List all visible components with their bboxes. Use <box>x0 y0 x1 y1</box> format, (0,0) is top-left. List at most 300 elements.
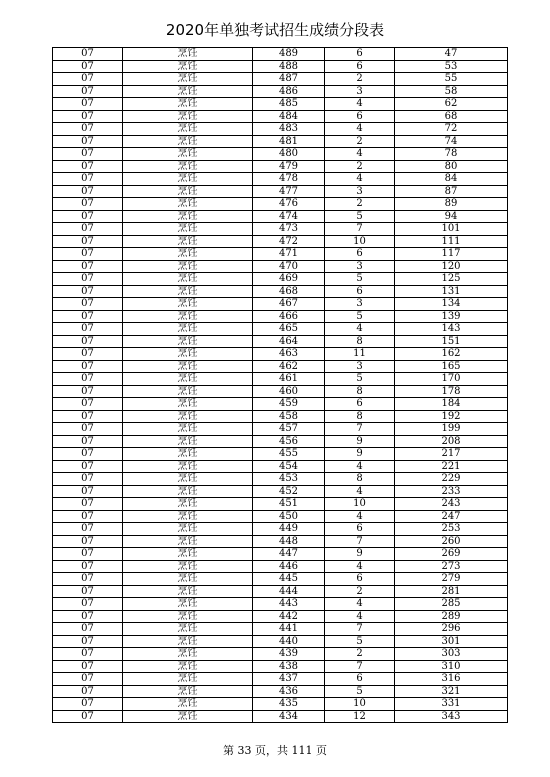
major-name-cell: 烹饪 <box>123 248 253 261</box>
category-code-cell: 07 <box>53 160 123 173</box>
table-row <box>53 585 508 598</box>
category-code-cell: 07 <box>53 635 123 648</box>
score-cell: 484 <box>253 110 325 123</box>
table-row <box>53 660 508 673</box>
cumulative-count-cell: 162 <box>395 348 508 361</box>
major-name-cell: 烹饪 <box>123 98 253 111</box>
cumulative-count-cell: 253 <box>395 523 508 536</box>
count-cell: 3 <box>325 85 395 98</box>
score-cell: 464 <box>253 335 325 348</box>
score-table <box>52 47 508 723</box>
score-cell: 435 <box>253 698 325 711</box>
count-cell: 3 <box>325 260 395 273</box>
category-code-cell: 07 <box>53 173 123 186</box>
category-code-cell: 07 <box>53 48 123 61</box>
cumulative-count-cell: 134 <box>395 298 508 311</box>
cumulative-count-cell: 331 <box>395 698 508 711</box>
table-row <box>53 485 508 498</box>
score-cell: 456 <box>253 435 325 448</box>
major-name-cell: 烹饪 <box>123 85 253 98</box>
score-cell: 461 <box>253 373 325 386</box>
cumulative-count-cell: 89 <box>395 198 508 211</box>
count-cell: 8 <box>325 473 395 486</box>
major-name-cell: 烹饪 <box>123 273 253 286</box>
score-cell: 480 <box>253 148 325 161</box>
major-name-cell: 烹饪 <box>123 348 253 361</box>
table-row <box>53 623 508 636</box>
major-name-cell: 烹饪 <box>123 235 253 248</box>
category-code-cell: 07 <box>53 660 123 673</box>
count-cell: 5 <box>325 310 395 323</box>
major-name-cell: 烹饪 <box>123 373 253 386</box>
major-name-cell: 烹饪 <box>123 198 253 211</box>
table-row <box>53 210 508 223</box>
cumulative-count-cell: 233 <box>395 485 508 498</box>
category-code-cell: 07 <box>53 673 123 686</box>
cumulative-count-cell: 221 <box>395 460 508 473</box>
count-cell: 3 <box>325 298 395 311</box>
table-row <box>53 110 508 123</box>
category-code-cell: 07 <box>53 385 123 398</box>
cumulative-count-cell: 111 <box>395 235 508 248</box>
major-name-cell: 烹饪 <box>123 535 253 548</box>
category-code-cell: 07 <box>53 135 123 148</box>
major-name-cell: 烹饪 <box>123 573 253 586</box>
score-cell: 473 <box>253 223 325 236</box>
cumulative-count-cell: 269 <box>395 548 508 561</box>
major-name-cell: 烹饪 <box>123 410 253 423</box>
cumulative-count-cell: 260 <box>395 535 508 548</box>
score-cell: 478 <box>253 173 325 186</box>
category-code-cell: 07 <box>53 310 123 323</box>
cumulative-count-cell: 143 <box>395 323 508 336</box>
category-code-cell: 07 <box>53 548 123 561</box>
count-cell: 4 <box>325 98 395 111</box>
category-code-cell: 07 <box>53 348 123 361</box>
count-cell: 4 <box>325 123 395 136</box>
major-name-cell: 烹饪 <box>123 385 253 398</box>
cumulative-count-cell: 117 <box>395 248 508 261</box>
score-cell: 472 <box>253 235 325 248</box>
cumulative-count-cell: 78 <box>395 148 508 161</box>
count-cell: 4 <box>325 510 395 523</box>
table-row <box>53 498 508 511</box>
score-cell: 486 <box>253 85 325 98</box>
count-cell: 4 <box>325 598 395 611</box>
cumulative-count-cell: 80 <box>395 160 508 173</box>
category-code-cell: 07 <box>53 260 123 273</box>
count-cell: 7 <box>325 423 395 436</box>
major-name-cell: 烹饪 <box>123 673 253 686</box>
table-row <box>53 648 508 661</box>
category-code-cell: 07 <box>53 98 123 111</box>
major-name-cell: 烹饪 <box>123 598 253 611</box>
cumulative-count-cell: 285 <box>395 598 508 611</box>
score-cell: 476 <box>253 198 325 211</box>
category-code-cell: 07 <box>53 110 123 123</box>
table-row <box>53 248 508 261</box>
count-cell: 3 <box>325 185 395 198</box>
major-name-cell: 烹饪 <box>123 423 253 436</box>
category-code-cell: 07 <box>53 210 123 223</box>
score-cell: 457 <box>253 423 325 436</box>
major-name-cell: 烹饪 <box>123 173 253 186</box>
table-row <box>53 548 508 561</box>
count-cell: 6 <box>325 285 395 298</box>
count-cell: 2 <box>325 135 395 148</box>
cumulative-count-cell: 170 <box>395 373 508 386</box>
count-cell: 10 <box>325 698 395 711</box>
score-cell: 489 <box>253 48 325 61</box>
table-row <box>53 285 508 298</box>
score-cell: 441 <box>253 623 325 636</box>
count-cell: 9 <box>325 548 395 561</box>
category-code-cell: 07 <box>53 223 123 236</box>
score-cell: 449 <box>253 523 325 536</box>
table-row <box>53 710 508 723</box>
category-code-cell: 07 <box>53 435 123 448</box>
count-cell: 5 <box>325 685 395 698</box>
major-name-cell: 烹饪 <box>123 223 253 236</box>
score-cell: 462 <box>253 360 325 373</box>
count-cell: 8 <box>325 385 395 398</box>
major-name-cell: 烹饪 <box>123 560 253 573</box>
cumulative-count-cell: 72 <box>395 123 508 136</box>
score-cell: 487 <box>253 73 325 86</box>
cumulative-count-cell: 296 <box>395 623 508 636</box>
major-name-cell: 烹饪 <box>123 398 253 411</box>
table-row <box>53 185 508 198</box>
category-code-cell: 07 <box>53 410 123 423</box>
major-name-cell: 烹饪 <box>123 510 253 523</box>
count-cell: 5 <box>325 635 395 648</box>
major-name-cell: 烹饪 <box>123 60 253 73</box>
category-code-cell: 07 <box>53 485 123 498</box>
count-cell: 10 <box>325 235 395 248</box>
category-code-cell: 07 <box>53 685 123 698</box>
category-code-cell: 07 <box>53 335 123 348</box>
category-code-cell: 07 <box>53 123 123 136</box>
major-name-cell: 烹饪 <box>123 298 253 311</box>
cumulative-count-cell: 273 <box>395 560 508 573</box>
cumulative-count-cell: 229 <box>395 473 508 486</box>
table-row <box>53 423 508 436</box>
category-code-cell: 07 <box>53 323 123 336</box>
table-row <box>53 223 508 236</box>
score-cell: 436 <box>253 685 325 698</box>
score-cell: 465 <box>253 323 325 336</box>
category-code-cell: 07 <box>53 360 123 373</box>
cumulative-count-cell: 289 <box>395 610 508 623</box>
table-row <box>53 523 508 536</box>
table-row <box>53 148 508 161</box>
major-name-cell: 烹饪 <box>123 610 253 623</box>
count-cell: 4 <box>325 485 395 498</box>
major-name-cell: 烹饪 <box>123 335 253 348</box>
category-code-cell: 07 <box>53 248 123 261</box>
count-cell: 4 <box>325 560 395 573</box>
table-row <box>53 573 508 586</box>
count-cell: 10 <box>325 498 395 511</box>
cumulative-count-cell: 131 <box>395 285 508 298</box>
score-cell: 469 <box>253 273 325 286</box>
category-code-cell: 07 <box>53 623 123 636</box>
cumulative-count-cell: 87 <box>395 185 508 198</box>
category-code-cell: 07 <box>53 573 123 586</box>
major-name-cell: 烹饪 <box>123 160 253 173</box>
cumulative-count-cell: 321 <box>395 685 508 698</box>
major-name-cell: 烹饪 <box>123 685 253 698</box>
cumulative-count-cell: 151 <box>395 335 508 348</box>
table-row <box>53 460 508 473</box>
cumulative-count-cell: 303 <box>395 648 508 661</box>
category-code-cell: 07 <box>53 373 123 386</box>
table-row <box>53 173 508 186</box>
major-name-cell: 烹饪 <box>123 360 253 373</box>
category-code-cell: 07 <box>53 85 123 98</box>
category-code-cell: 07 <box>53 535 123 548</box>
major-name-cell: 烹饪 <box>123 148 253 161</box>
cumulative-count-cell: 217 <box>395 448 508 461</box>
cumulative-count-cell: 301 <box>395 635 508 648</box>
category-code-cell: 07 <box>53 598 123 611</box>
score-cell: 455 <box>253 448 325 461</box>
cumulative-count-cell: 62 <box>395 98 508 111</box>
score-cell: 458 <box>253 410 325 423</box>
table-row <box>53 60 508 73</box>
count-cell: 8 <box>325 410 395 423</box>
count-cell: 7 <box>325 623 395 636</box>
category-code-cell: 07 <box>53 523 123 536</box>
cumulative-count-cell: 53 <box>395 60 508 73</box>
major-name-cell: 烹饪 <box>123 48 253 61</box>
score-cell: 481 <box>253 135 325 148</box>
score-cell: 454 <box>253 460 325 473</box>
cumulative-count-cell: 58 <box>395 85 508 98</box>
count-cell: 6 <box>325 60 395 73</box>
major-name-cell: 烹饪 <box>123 548 253 561</box>
major-name-cell: 烹饪 <box>123 73 253 86</box>
count-cell: 4 <box>325 610 395 623</box>
major-name-cell: 烹饪 <box>123 623 253 636</box>
category-code-cell: 07 <box>53 285 123 298</box>
table-row <box>53 98 508 111</box>
count-cell: 5 <box>325 210 395 223</box>
count-cell: 2 <box>325 160 395 173</box>
table-row <box>53 373 508 386</box>
table-row <box>53 673 508 686</box>
category-code-cell: 07 <box>53 610 123 623</box>
count-cell: 8 <box>325 335 395 348</box>
table-row <box>53 448 508 461</box>
cumulative-count-cell: 120 <box>395 260 508 273</box>
table-row <box>53 235 508 248</box>
cumulative-count-cell: 199 <box>395 423 508 436</box>
score-cell: 488 <box>253 60 325 73</box>
score-cell: 446 <box>253 560 325 573</box>
count-cell: 3 <box>325 360 395 373</box>
count-cell: 6 <box>325 573 395 586</box>
category-code-cell: 07 <box>53 560 123 573</box>
major-name-cell: 烹饪 <box>123 210 253 223</box>
table-row <box>53 298 508 311</box>
score-cell: 467 <box>253 298 325 311</box>
cumulative-count-cell: 243 <box>395 498 508 511</box>
major-name-cell: 烹饪 <box>123 485 253 498</box>
score-cell: 479 <box>253 160 325 173</box>
score-cell: 463 <box>253 348 325 361</box>
table-row <box>53 135 508 148</box>
cumulative-count-cell: 343 <box>395 710 508 723</box>
count-cell: 4 <box>325 148 395 161</box>
major-name-cell: 烹饪 <box>123 585 253 598</box>
category-code-cell: 07 <box>53 235 123 248</box>
table-row <box>53 310 508 323</box>
count-cell: 5 <box>325 373 395 386</box>
count-cell: 7 <box>325 535 395 548</box>
score-cell: 434 <box>253 710 325 723</box>
cumulative-count-cell: 47 <box>395 48 508 61</box>
category-code-cell: 07 <box>53 398 123 411</box>
table-row <box>53 335 508 348</box>
major-name-cell: 烹饪 <box>123 110 253 123</box>
table-row <box>53 360 508 373</box>
cumulative-count-cell: 208 <box>395 435 508 448</box>
score-cell: 453 <box>253 473 325 486</box>
category-code-cell: 07 <box>53 460 123 473</box>
score-cell: 438 <box>253 660 325 673</box>
score-cell: 447 <box>253 548 325 561</box>
table-row <box>53 123 508 136</box>
table-row <box>53 535 508 548</box>
category-code-cell: 07 <box>53 73 123 86</box>
table-row <box>53 698 508 711</box>
table-row <box>53 273 508 286</box>
category-code-cell: 07 <box>53 198 123 211</box>
table-row <box>53 560 508 573</box>
count-cell: 4 <box>325 460 395 473</box>
score-cell: 466 <box>253 310 325 323</box>
major-name-cell: 烹饪 <box>123 435 253 448</box>
cumulative-count-cell: 279 <box>395 573 508 586</box>
score-table-body <box>53 48 508 723</box>
major-name-cell: 烹饪 <box>123 185 253 198</box>
category-code-cell: 07 <box>53 510 123 523</box>
category-code-cell: 07 <box>53 585 123 598</box>
major-name-cell: 烹饪 <box>123 498 253 511</box>
major-name-cell: 烹饪 <box>123 710 253 723</box>
category-code-cell: 07 <box>53 498 123 511</box>
count-cell: 7 <box>325 660 395 673</box>
major-name-cell: 烹饪 <box>123 460 253 473</box>
major-name-cell: 烹饪 <box>123 123 253 136</box>
count-cell: 12 <box>325 710 395 723</box>
page-title: 2020年单独考试招生成绩分段表 <box>165 21 385 39</box>
count-cell: 6 <box>325 523 395 536</box>
score-cell: 474 <box>253 210 325 223</box>
score-cell: 477 <box>253 185 325 198</box>
major-name-cell: 烹饪 <box>123 260 253 273</box>
table-row <box>53 348 508 361</box>
score-cell: 443 <box>253 598 325 611</box>
table-row <box>53 685 508 698</box>
table-row <box>53 73 508 86</box>
category-code-cell: 07 <box>53 710 123 723</box>
count-cell: 4 <box>325 173 395 186</box>
table-row <box>53 48 508 61</box>
major-name-cell: 烹饪 <box>123 448 253 461</box>
major-name-cell: 烹饪 <box>123 323 253 336</box>
cumulative-count-cell: 165 <box>395 360 508 373</box>
table-row <box>53 473 508 486</box>
table-row <box>53 410 508 423</box>
cumulative-count-cell: 68 <box>395 110 508 123</box>
category-code-cell: 07 <box>53 473 123 486</box>
major-name-cell: 烹饪 <box>123 635 253 648</box>
count-cell: 2 <box>325 648 395 661</box>
category-code-cell: 07 <box>53 698 123 711</box>
cumulative-count-cell: 281 <box>395 585 508 598</box>
table-row <box>53 510 508 523</box>
table-row <box>53 260 508 273</box>
count-cell: 9 <box>325 448 395 461</box>
score-cell: 470 <box>253 260 325 273</box>
table-row <box>53 610 508 623</box>
category-code-cell: 07 <box>53 448 123 461</box>
count-cell: 2 <box>325 198 395 211</box>
major-name-cell: 烹饪 <box>123 698 253 711</box>
cumulative-count-cell: 247 <box>395 510 508 523</box>
major-name-cell: 烹饪 <box>123 648 253 661</box>
score-cell: 471 <box>253 248 325 261</box>
table-row <box>53 198 508 211</box>
category-code-cell: 07 <box>53 148 123 161</box>
cumulative-count-cell: 84 <box>395 173 508 186</box>
score-cell: 451 <box>253 498 325 511</box>
cumulative-count-cell: 316 <box>395 673 508 686</box>
table-row <box>53 85 508 98</box>
score-cell: 448 <box>253 535 325 548</box>
score-cell: 460 <box>253 385 325 398</box>
page-footer: 第 33 页，共 111 页 <box>223 744 327 757</box>
major-name-cell: 烹饪 <box>123 135 253 148</box>
score-cell: 450 <box>253 510 325 523</box>
category-code-cell: 07 <box>53 273 123 286</box>
major-name-cell: 烹饪 <box>123 473 253 486</box>
count-cell: 6 <box>325 110 395 123</box>
count-cell: 11 <box>325 348 395 361</box>
score-cell: 485 <box>253 98 325 111</box>
count-cell: 5 <box>325 273 395 286</box>
cumulative-count-cell: 310 <box>395 660 508 673</box>
major-name-cell: 烹饪 <box>123 660 253 673</box>
score-cell: 442 <box>253 610 325 623</box>
count-cell: 2 <box>325 73 395 86</box>
score-cell: 444 <box>253 585 325 598</box>
cumulative-count-cell: 125 <box>395 273 508 286</box>
table-row <box>53 323 508 336</box>
cumulative-count-cell: 94 <box>395 210 508 223</box>
score-cell: 445 <box>253 573 325 586</box>
cumulative-count-cell: 139 <box>395 310 508 323</box>
category-code-cell: 07 <box>53 60 123 73</box>
cumulative-count-cell: 74 <box>395 135 508 148</box>
count-cell: 6 <box>325 398 395 411</box>
major-name-cell: 烹饪 <box>123 523 253 536</box>
count-cell: 4 <box>325 323 395 336</box>
count-cell: 9 <box>325 435 395 448</box>
table-row <box>53 635 508 648</box>
